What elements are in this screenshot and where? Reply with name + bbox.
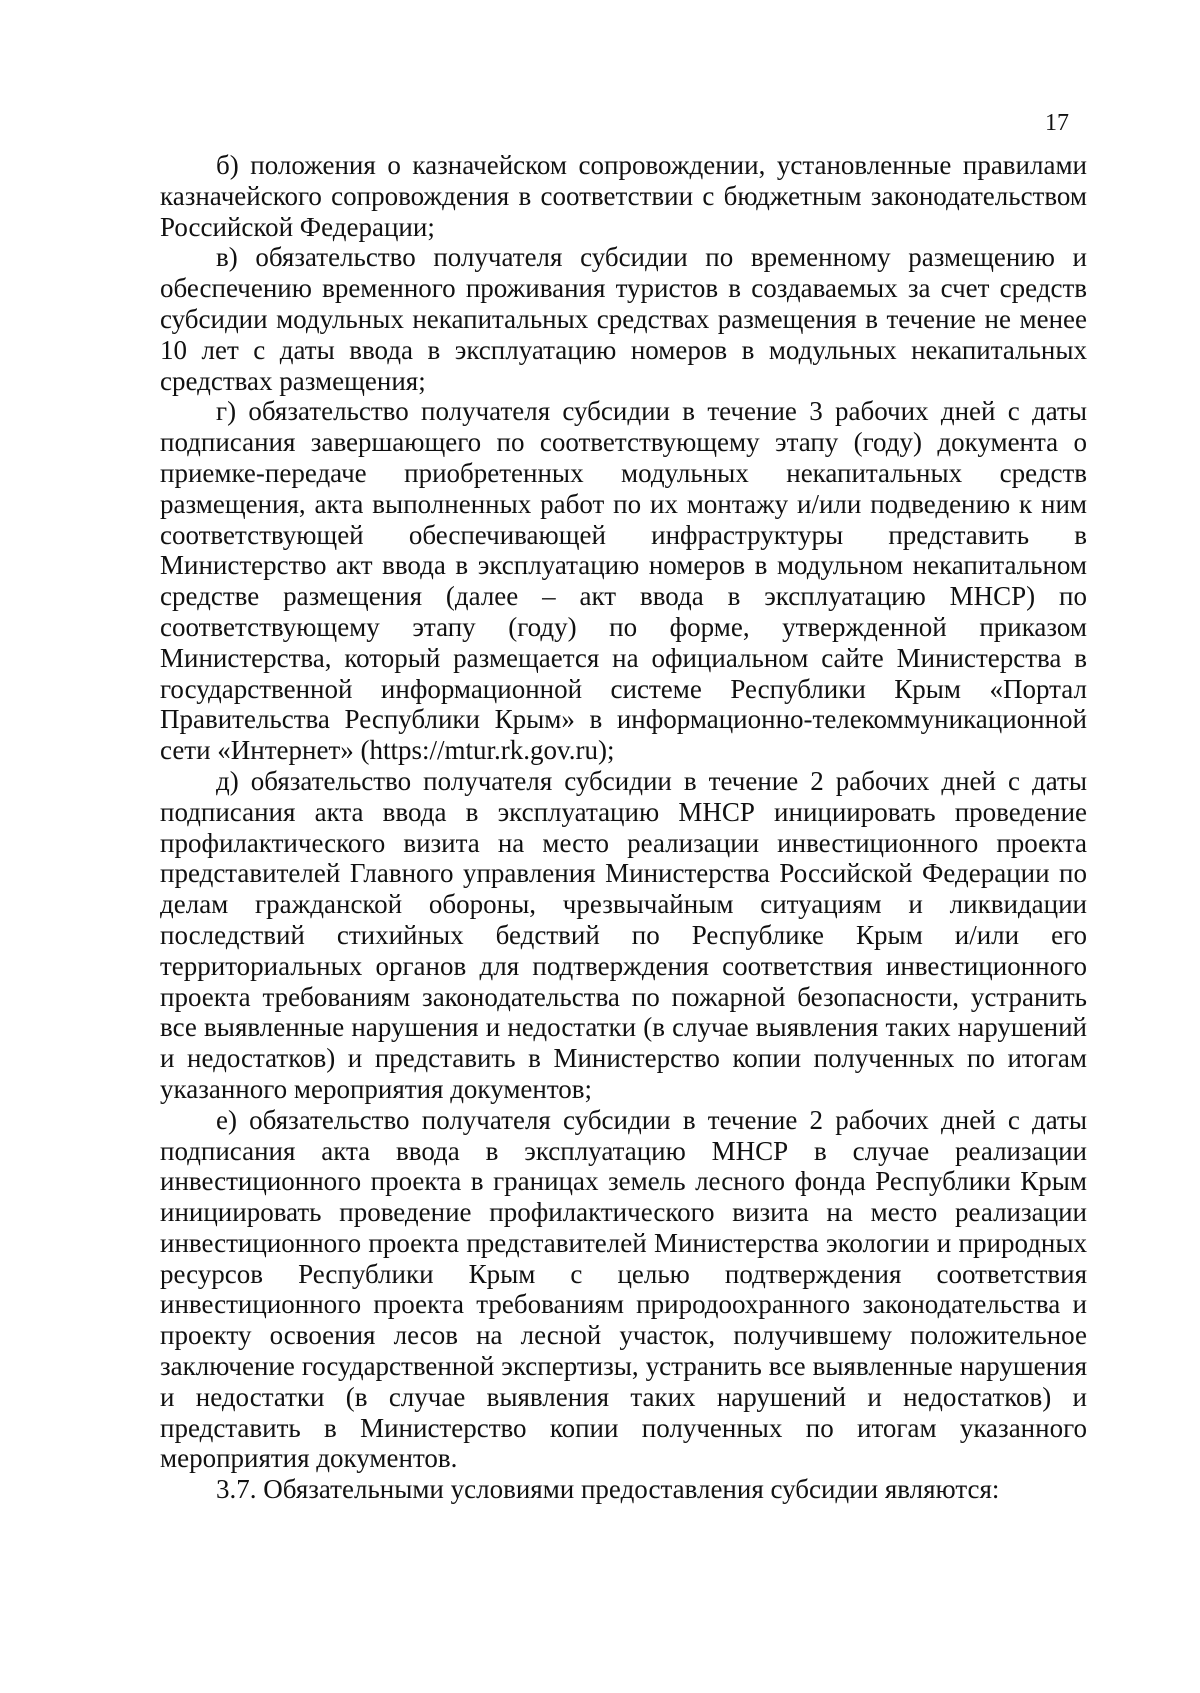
- document-body: [160, 150, 1087, 1505]
- paragraph-d: д) обязательство получателя субсидии в течение 2 рабочих дней с даты подписания акта ввода в эксплуатацию МНСР инициировать проведение профилактического визита на место реализации инвестиционного проекта представителей Главного управления Министерства Российской Федерации по делам гражданской обороны, чрезвычайным ситуациям и ликвидации последствий стихийных бедствий по Республике Крым и/или его территориальных органов для подтверждения соответствия инвестиционного проекта требованиям законодательства по пожарной безопасности, устранить все выявленные нарушения и недостатки (в случае выявления таких нарушений и недостатков) и представить в Министерство копии полученных по итогам указанного мероприятия документов;: [160, 765, 1087, 1104]
- paragraph-g: г) обязательство получателя субсидии в течение 3 рабочих дней с даты подписания завершающего по соответствующему этапу (году) документа о приемке-передаче приобретенных модульных некапитальных средств размещения, акта выполненных работ по их монтажу и/или подведению к ним соответствующей обеспечивающей инфраструктуры представить в Министерство акт ввода в эксплуатацию номеров в модульном некапитальном средстве размещения (далее – акт ввода в эксплуатацию МНСР) по соответствующему этапу (году) по форме, утвержденной приказом Министерства, который размещается на официальном сайте Министерства в государственной информационной системе Республики Крым «Портал Правительства Республики Крым» в информационно-телекоммуникационной сети «Интернет» (https://mtur.rk.gov.ru);: [160, 396, 1087, 766]
- paragraph-3-7: 3.7. Обязательными условиями предоставления субсидии являются:: [216, 1474, 1000, 1505]
- paragraph-b: б) положения о казначейском сопровождении, установленные правилами казначейского сопровождения в соответствии с бюджетным законодательством Российской Федерации;: [160, 150, 1087, 242]
- paragraph-e: е) обязательство получателя субсидии в течение 2 рабочих дней с даты подписания акта ввода в эксплуатацию МНСР в случае реализации инвестиционного проекта в границах земель лесного фонда Республики Крым инициировать проведение профилактического визита на место реализации инвестиционного проекта представителей Министерства экологии и природных ресурсов Республики Крым с целью подтверждения соответствия инвестиционного проекта требованиям природоохранного законодательства и проекту освоения лесов на лесной участок, получившему положительное заключение государственной экспертизы, устранить все выявленные нарушения и недостатки (в случае выявления таких нарушений и недостатков) и представить в Министерство копии полученных по итогам указанного мероприятия документов.: [160, 1104, 1087, 1474]
- page-number: 17: [1045, 110, 1069, 136]
- paragraph-v: в) обязательство получателя субсидии по временному размещению и обеспечению временного проживания туристов в создаваемых за счет средств субсидии модульных некапитальных средствах размещения в течение не менее 10 лет с даты ввода в эксплуатацию номеров в модульных некапитальных средствах размещения;: [160, 242, 1087, 396]
